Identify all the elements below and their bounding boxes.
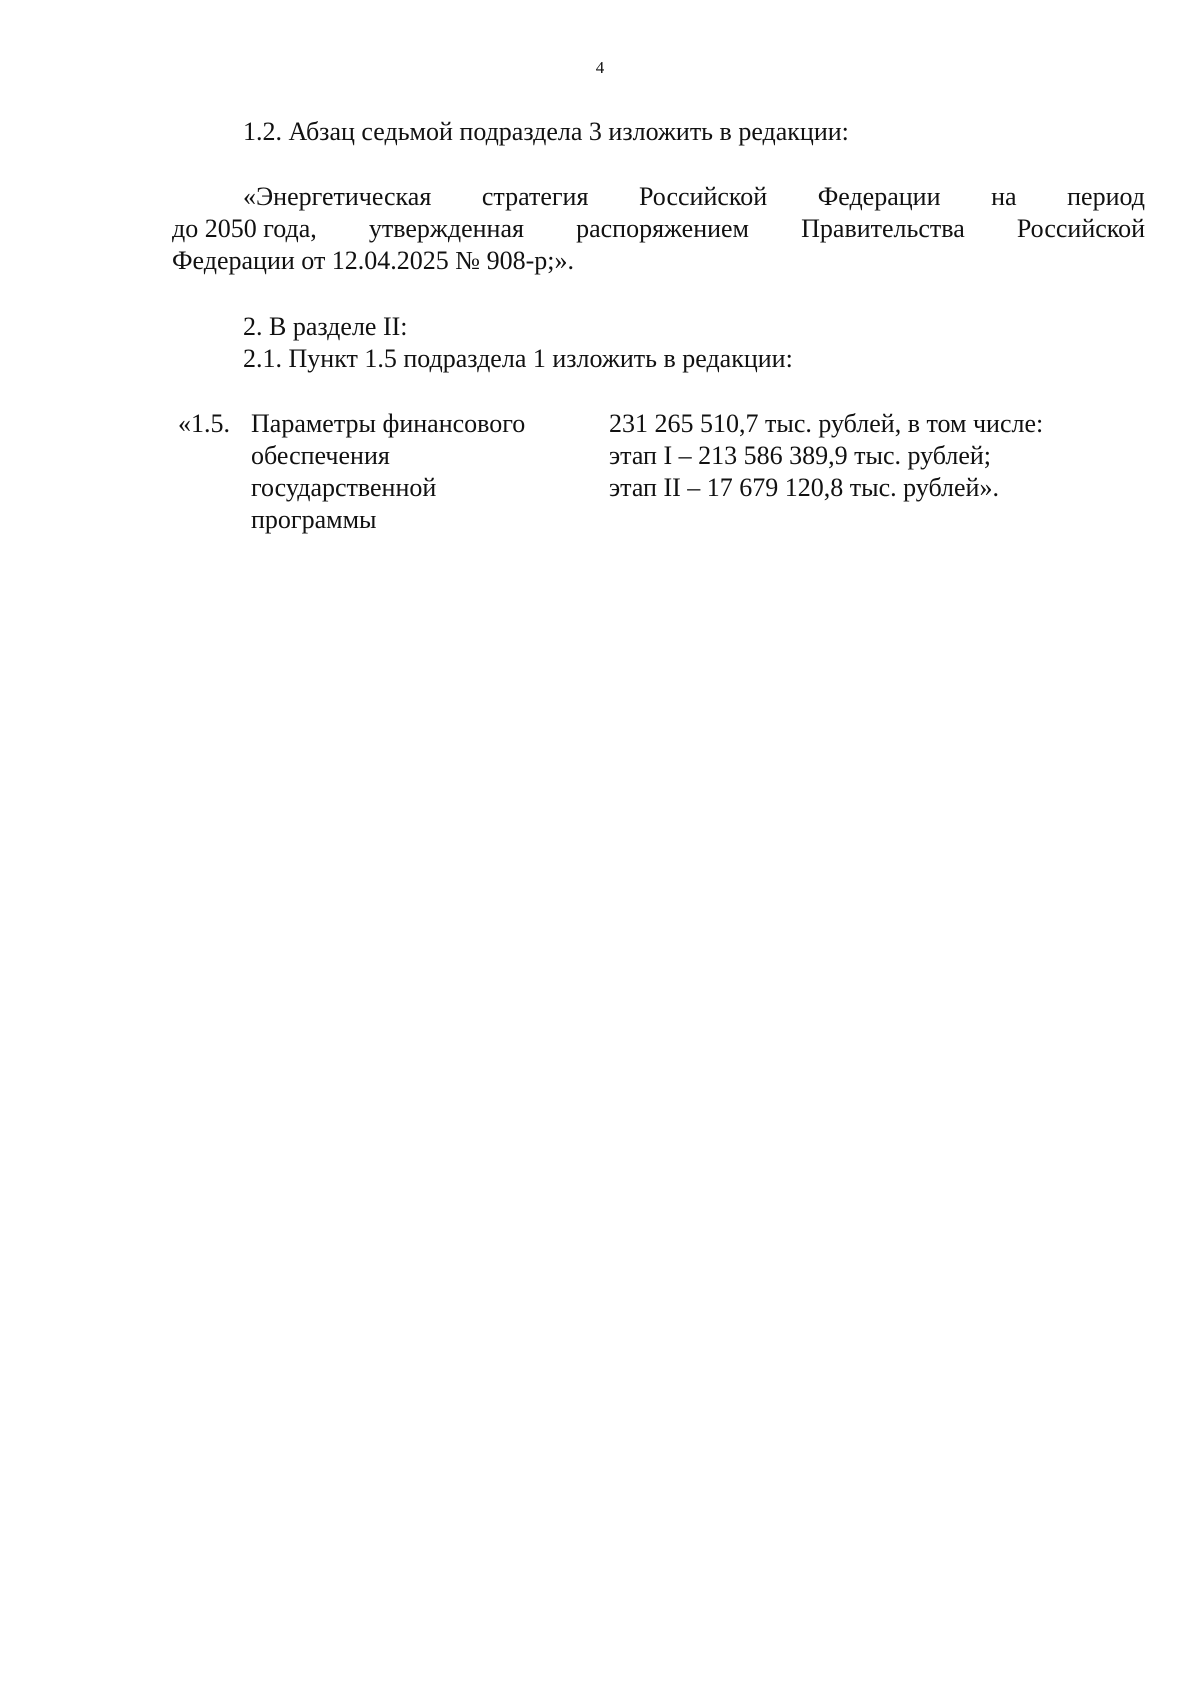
quoted-amendment-text	[172, 181, 1145, 277]
quote-word: Российской	[638, 182, 768, 211]
quote-word: Правительства	[801, 214, 965, 243]
quote-line-1	[172, 181, 1145, 213]
quote-word: стратегия	[481, 182, 589, 211]
params-label-line: Параметры финансового	[251, 409, 526, 438]
quote-word: Российской	[1016, 214, 1145, 243]
params-value	[609, 408, 1129, 504]
params-label-line: обеспечения	[251, 441, 390, 470]
params-value-total: 231 265 510,7 тыс. рублей, в том числе:	[609, 409, 1044, 438]
quote-word: Федерации	[817, 182, 941, 211]
params-label	[251, 408, 571, 536]
paragraph-1-2-heading: 1.2. Абзац седьмой подраздела 3 изложить в редакции:	[243, 117, 849, 146]
quote-word: «Энергетическая	[243, 182, 432, 211]
quote-line-3: Федерации от 12.04.2025 № 908-р;».	[172, 246, 574, 275]
params-label-line: государственной	[251, 473, 437, 502]
params-value-stage-1: этап I – 213 586 389,9 тыс. рублей;	[609, 441, 992, 470]
quote-word: утвержденная	[368, 214, 524, 243]
page-number: 4	[595, 58, 605, 77]
paragraph-2-1-heading: 2.1. Пункт 1.5 подраздела 1 изложить в редакции:	[243, 344, 793, 373]
params-item-number: «1.5.	[178, 409, 230, 438]
quote-word: до 2050 года,	[172, 214, 317, 243]
quote-word: период	[1067, 182, 1145, 211]
quote-line-2	[172, 213, 1145, 245]
financing-parameters-table	[178, 408, 1138, 548]
params-label-line: программы	[251, 505, 377, 534]
quote-word: на	[991, 182, 1017, 211]
params-value-stage-2: этап II – 17 679 120,8 тыс. рублей».	[609, 473, 999, 502]
quote-word: распоряжением	[576, 214, 750, 243]
section-2-heading: 2. В разделе II:	[243, 312, 408, 341]
